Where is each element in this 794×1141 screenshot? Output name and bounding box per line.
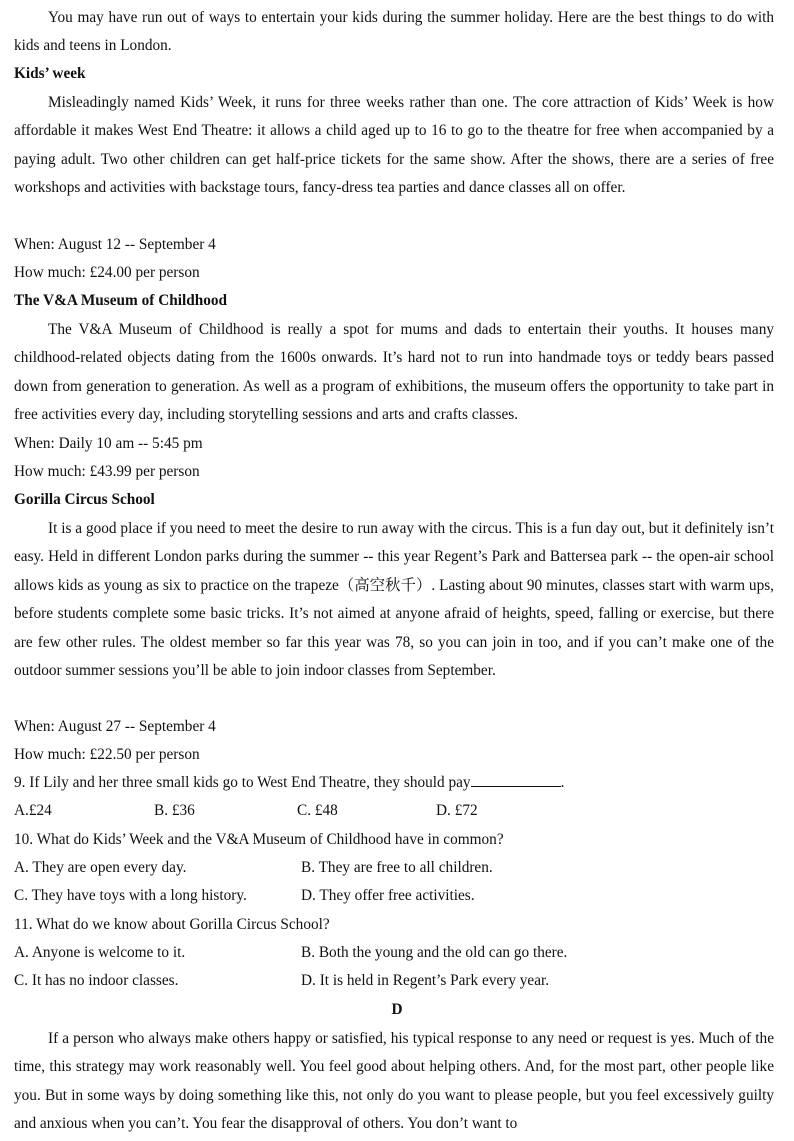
question-9-option-a: A.£24	[14, 802, 52, 819]
question-11-option-d: D. It is held in Regent’s Park every year.	[301, 972, 550, 989]
part-d-paragraph: If a person who always make others happy or satisfied, his typical response to any need or request is yes. Much of the time, this strategy may work reasonably well. You feel good about helping others. And, for the most part, other people like you. But in some ways by doing something like this, not only do you want to please people, but you feel excessively guilty and anxious when you can’t. You fear the disapproval of others. You don’t want to	[14, 1030, 774, 1133]
section-title-museum: The V&A Museum of Childhood	[14, 292, 228, 309]
question-11-option-a: A. Anyone is welcome to it.	[14, 944, 186, 961]
question-10-option-a: A. They are open every day.	[14, 859, 187, 876]
answer-blank	[471, 774, 561, 787]
question-10-option-b: B. They are free to all children.	[301, 859, 493, 876]
question-11-option-c: C. It has no indoor classes.	[14, 972, 179, 989]
section-when-kids-week: When: August 12 -- September 4	[14, 236, 216, 253]
section-when-circus: When: August 27 -- September 4	[14, 718, 216, 735]
intro-paragraph: You may have run out of ways to entertain your kids during the summer holiday. Here are the best things to do with kids and teens in London.	[14, 9, 774, 55]
section-body-kids-week: Misleadingly named Kids’ Week, it runs for three weeks rather than one. The core attraction of Kids’ Week is how affordable it makes West End Theatre: it allows a child aged up to 16 to go to the theatre for free when accompanied by a paying adult. Two other children can get half-price tickets for the same show. After the shows, there are a series of free workshops and activities with backstage tours, fancy-dress tea parties and dance classes all on offer.	[14, 94, 774, 197]
section-title-kids-week: Kids’ week	[14, 65, 86, 82]
question-10-option-c: C. They have toys with a long history.	[14, 887, 247, 904]
question-11-option-b: B. Both the young and the old can go there.	[301, 944, 568, 961]
section-when-museum: When: Daily 10 am -- 5:45 pm	[14, 435, 203, 452]
question-9-stem-end: .	[560, 774, 565, 791]
question-10-stem: 10. What do Kids’ Week and the V&A Museum of Childhood have in common?	[14, 831, 504, 848]
section-price-museum: How much: £43.99 per person	[14, 463, 200, 480]
part-d-label: D	[391, 1001, 403, 1018]
section-body-circus: It is a good place if you need to meet the desire to run away with the circus. This is a fun day out, but it definitely isn’t easy. Held in different London parks during the summer -- this year Regent’s Park and Battersea park -- the open-air school allows kids as young as six to practice on the trapeze（高空秋千）. Lasting about 90 minutes, classes start with warm ups, before students complete some basic tricks. It’s not aimed at anyone afraid of heights, speed, falling or exercise, but there are few other rules. The oldest member so far this year was 78, so you can join in too, and if you can’t make one of the outdoor summer sessions you’ll be able to join indoor classes from September.	[14, 520, 774, 680]
section-title-circus: Gorilla Circus School	[14, 491, 155, 508]
question-9-option-d: D. £72	[436, 802, 478, 819]
question-11-stem: 11. What do we know about Gorilla Circus School?	[14, 916, 330, 933]
question-9	[14, 769, 564, 797]
question-10-option-d: D. They offer free activities.	[301, 887, 475, 904]
question-9-option-c: C. £48	[297, 802, 338, 819]
question-9-stem: 9. If Lily and her three small kids go to West End Theatre, they should pay	[14, 774, 471, 791]
section-body-museum: The V&A Museum of Childhood is really a spot for mums and dads to entertain their youths. It houses many childhood-related objects dating from the 1600s onwards. It’s hard not to run into handmade toys or teddy bears passed down from generation to generation. As well as a program of exhibitions, the museum offers the opportunity to take part in free activities every day, including storytelling sessions and arts and crafts classes.	[14, 321, 774, 424]
section-price-circus: How much: £22.50 per person	[14, 746, 200, 763]
section-price-kids-week: How much: £24.00 per person	[14, 264, 200, 281]
question-9-option-b: B. £36	[154, 802, 195, 819]
